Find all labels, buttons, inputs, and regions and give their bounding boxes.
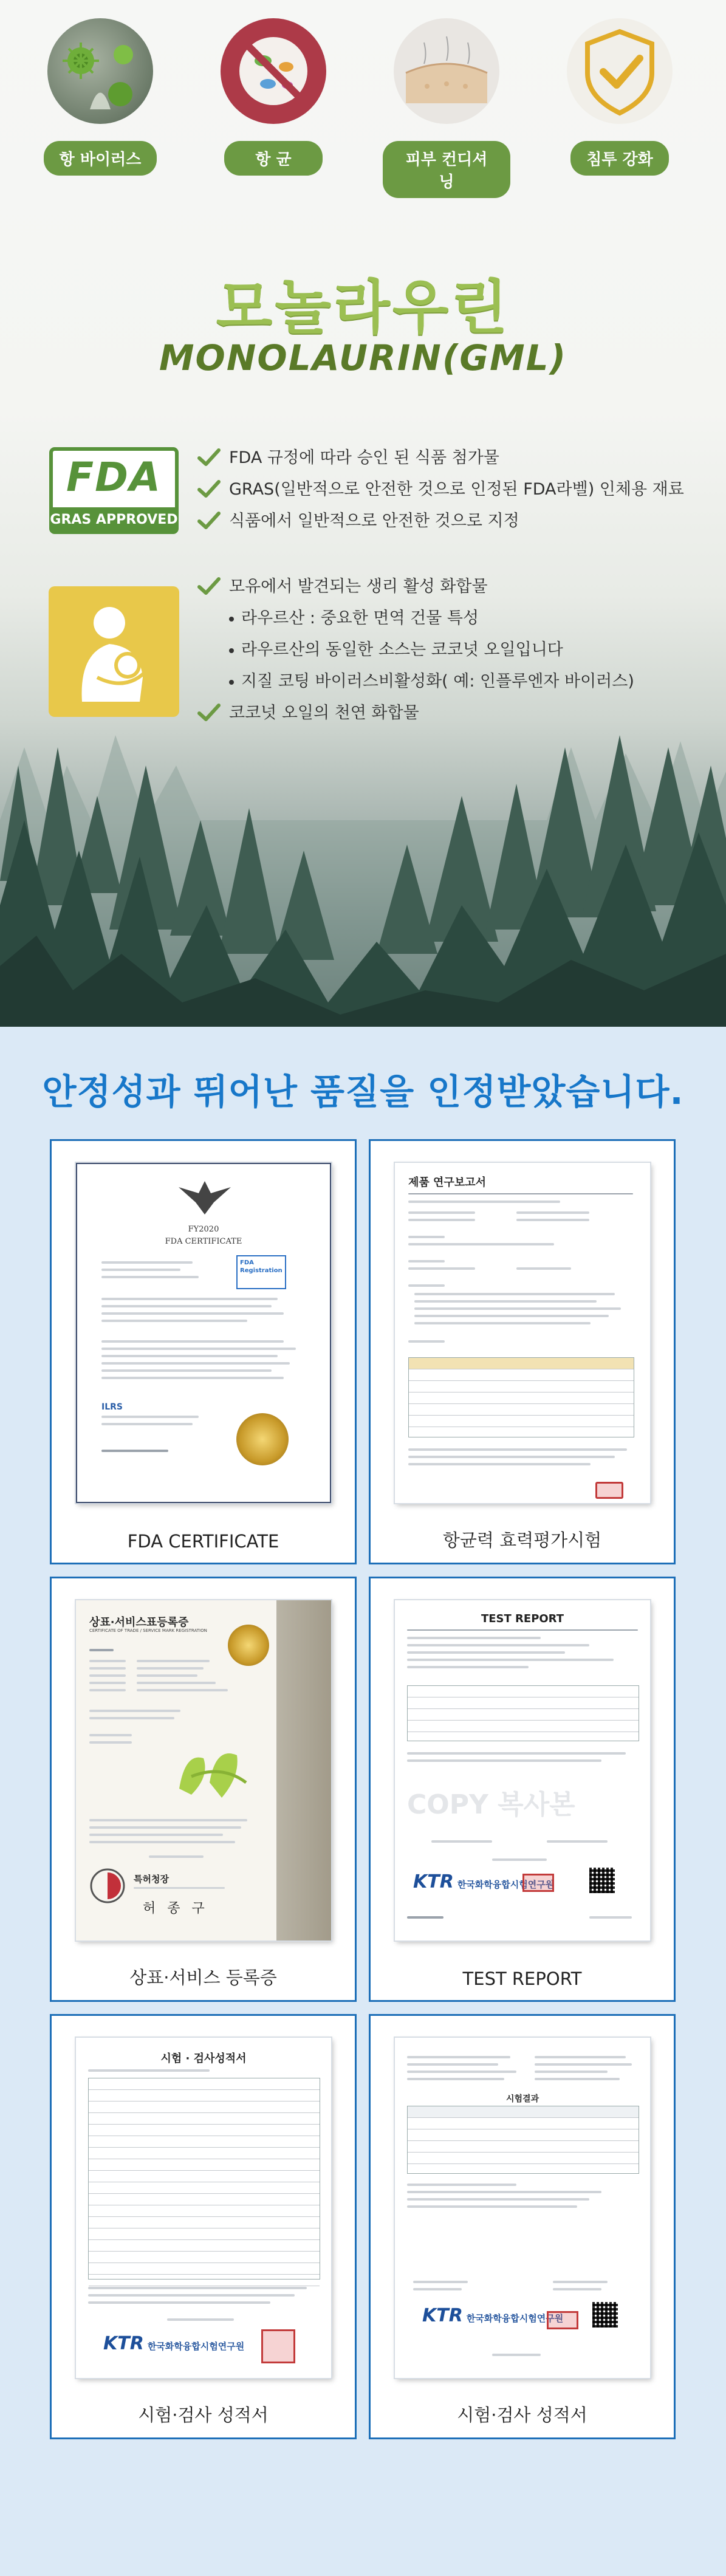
fda-badge-top: FDA <box>66 454 162 501</box>
breastmilk-sub-list <box>197 603 634 697</box>
certificate-image <box>395 1163 650 1503</box>
feature-penetration <box>556 18 683 176</box>
certificate-card-fda[interactable] <box>50 1139 357 1564</box>
doc-title: 시험 · 검사성적서 <box>160 2052 247 2065</box>
feature-label: 항 바이러스 <box>44 141 157 176</box>
feature-label: 피부 컨디셔닝 <box>383 141 510 198</box>
skin-icon <box>394 18 499 124</box>
ktr-logo-text: KTR <box>103 2333 144 2354</box>
feature-antibacterial <box>210 18 337 176</box>
doc-year: FY2020 <box>188 1225 219 1234</box>
list-item-text: 코코넛 오일의 천연 화합물 <box>229 704 419 722</box>
certificates-heading: 안정성과 뛰어난 품질을 인정받았습니다. <box>42 1071 684 1112</box>
certificate-card-inspection-1[interactable] <box>50 2014 357 2439</box>
stamp-icon <box>261 2329 295 2363</box>
breastmilk-last-list <box>197 697 419 729</box>
certificate-image <box>395 1600 650 1941</box>
doc-title: FDA CERTIFICATE <box>165 1237 242 1246</box>
certificate-caption: TEST REPORT <box>462 1968 582 1989</box>
bullet-icon <box>229 680 234 685</box>
doc-title: TEST REPORT <box>481 1612 564 1625</box>
check-icon <box>197 577 221 595</box>
check-icon <box>197 480 221 498</box>
list-item <box>197 442 684 474</box>
fda-registration-badge <box>236 1255 286 1289</box>
list-item-text: FDA 규정에 따라 승인 된 식품 첨가물 <box>229 448 499 467</box>
monolaurin-intro-section <box>0 0 726 1027</box>
breastmilk-points-list <box>197 571 488 603</box>
certificate-caption: 상표·서비스 등록증 <box>129 1967 277 1988</box>
check-icon <box>197 704 221 722</box>
feature-antiviral <box>36 18 164 176</box>
trademark-logo-icon <box>167 1740 258 1807</box>
office-name: 특허청장 <box>134 1874 169 1885</box>
list-item-text: 모유에서 발견되는 생리 활성 화합물 <box>229 577 488 596</box>
list-item <box>197 505 684 537</box>
doc-title: 시험결과 <box>505 2094 539 2104</box>
product-title-korean: 모놀라우린 <box>216 273 510 341</box>
list-item <box>197 571 488 603</box>
stamp-icon <box>547 2311 578 2329</box>
certificate-card-trademark[interactable] <box>50 1577 357 2002</box>
doc-title: 제품 연구보고서 <box>408 1176 486 1189</box>
check-icon <box>197 512 221 530</box>
fda-points-list <box>197 442 684 537</box>
certificate-card-test-report[interactable] <box>369 1577 676 2002</box>
list-item-text: 식품에서 일반적으로 안전한 것으로 지정 <box>229 512 519 530</box>
feature-label: 항 균 <box>224 141 323 176</box>
watermark-text: COPY 복사본 <box>407 1789 575 1820</box>
doc-subtitle: CERTIFICATE OF TRADE / SERVICE MARK REGISTRATION <box>89 1628 207 1633</box>
certificate-caption: 시험·검사 성적서 <box>457 2405 587 2425</box>
list-item-text: GRAS(일반적으로 안전한 것으로 인정된 FDA라벨) 인체용 재료 <box>229 480 684 499</box>
lab-name: 한국화학융합시험연구원 <box>147 2341 245 2352</box>
certificate-caption: 시험·검사 성적서 <box>138 2405 269 2425</box>
ktr-logo <box>422 2305 563 2326</box>
list-item <box>197 634 634 666</box>
list-item <box>197 666 634 697</box>
fda-badge-bottom: GRAS APPROVED <box>50 512 178 527</box>
certificate-caption: FDA CERTIFICATE <box>127 1531 279 1552</box>
feature-label: 침투 강화 <box>570 141 669 176</box>
certificate-caption: 항균력 효력평가시험 <box>442 1530 602 1550</box>
org-name: ILRS <box>101 1402 123 1412</box>
list-item <box>197 697 419 729</box>
certificate-card-inspection-2[interactable] <box>369 2014 676 2439</box>
certificate-image <box>76 1163 331 1503</box>
doc-title: 상표·서비스표등록증 <box>89 1616 189 1629</box>
virus-icon <box>47 18 153 124</box>
stamp-icon <box>522 1874 554 1892</box>
certificate-image <box>76 2038 331 2378</box>
shield-check-icon <box>567 18 673 124</box>
list-item-text: 라우르산의 동일한 소스는 코코넛 오일입니다 <box>241 640 563 659</box>
certificate-card-antibacterial[interactable] <box>369 1139 676 1564</box>
list-item-text: 지질 코팅 바이러스비활성화( 예: 인플루엔자 바이러스) <box>241 672 634 691</box>
lab-name: 한국화학융합시험연구원 <box>466 2313 564 2324</box>
list-item-text: 라우르산 : 중요한 면역 건물 특성 <box>241 609 479 628</box>
stamp-icon <box>595 1482 623 1499</box>
lab-name: 한국화학융합시험연구원 <box>457 1879 555 1890</box>
list-item <box>197 603 634 634</box>
signature-text: 허 종 구 <box>143 1901 208 1916</box>
eagle-emblem-icon <box>177 1175 232 1218</box>
fda-gras-badge <box>49 447 179 535</box>
badge-text: FDA Registration <box>240 1259 283 1274</box>
gold-seal-icon <box>228 1625 269 1666</box>
bullet-icon <box>229 648 234 653</box>
certificate-image <box>395 2038 650 2378</box>
feature-skin-conditioning <box>383 18 510 198</box>
ktr-logo-text: KTR <box>413 1871 454 1893</box>
product-title-english: MONOLAURIN(GML) <box>159 337 567 379</box>
breastfeeding-icon <box>49 586 179 717</box>
certificate-image <box>76 1600 331 1941</box>
qr-code-icon <box>592 2302 618 2328</box>
gold-seal-icon <box>236 1413 289 1465</box>
list-item <box>197 474 684 505</box>
ktr-logo <box>103 2333 244 2354</box>
ktr-logo-text: KTR <box>422 2305 463 2326</box>
qr-code-icon <box>589 1868 615 1893</box>
bullet-icon <box>229 617 234 622</box>
no-bacteria-icon <box>221 18 326 124</box>
check-icon <box>197 448 221 467</box>
feature-icon-row <box>0 18 726 194</box>
kipo-logo-icon <box>89 1868 126 1904</box>
certificates-section <box>0 1027 726 2576</box>
